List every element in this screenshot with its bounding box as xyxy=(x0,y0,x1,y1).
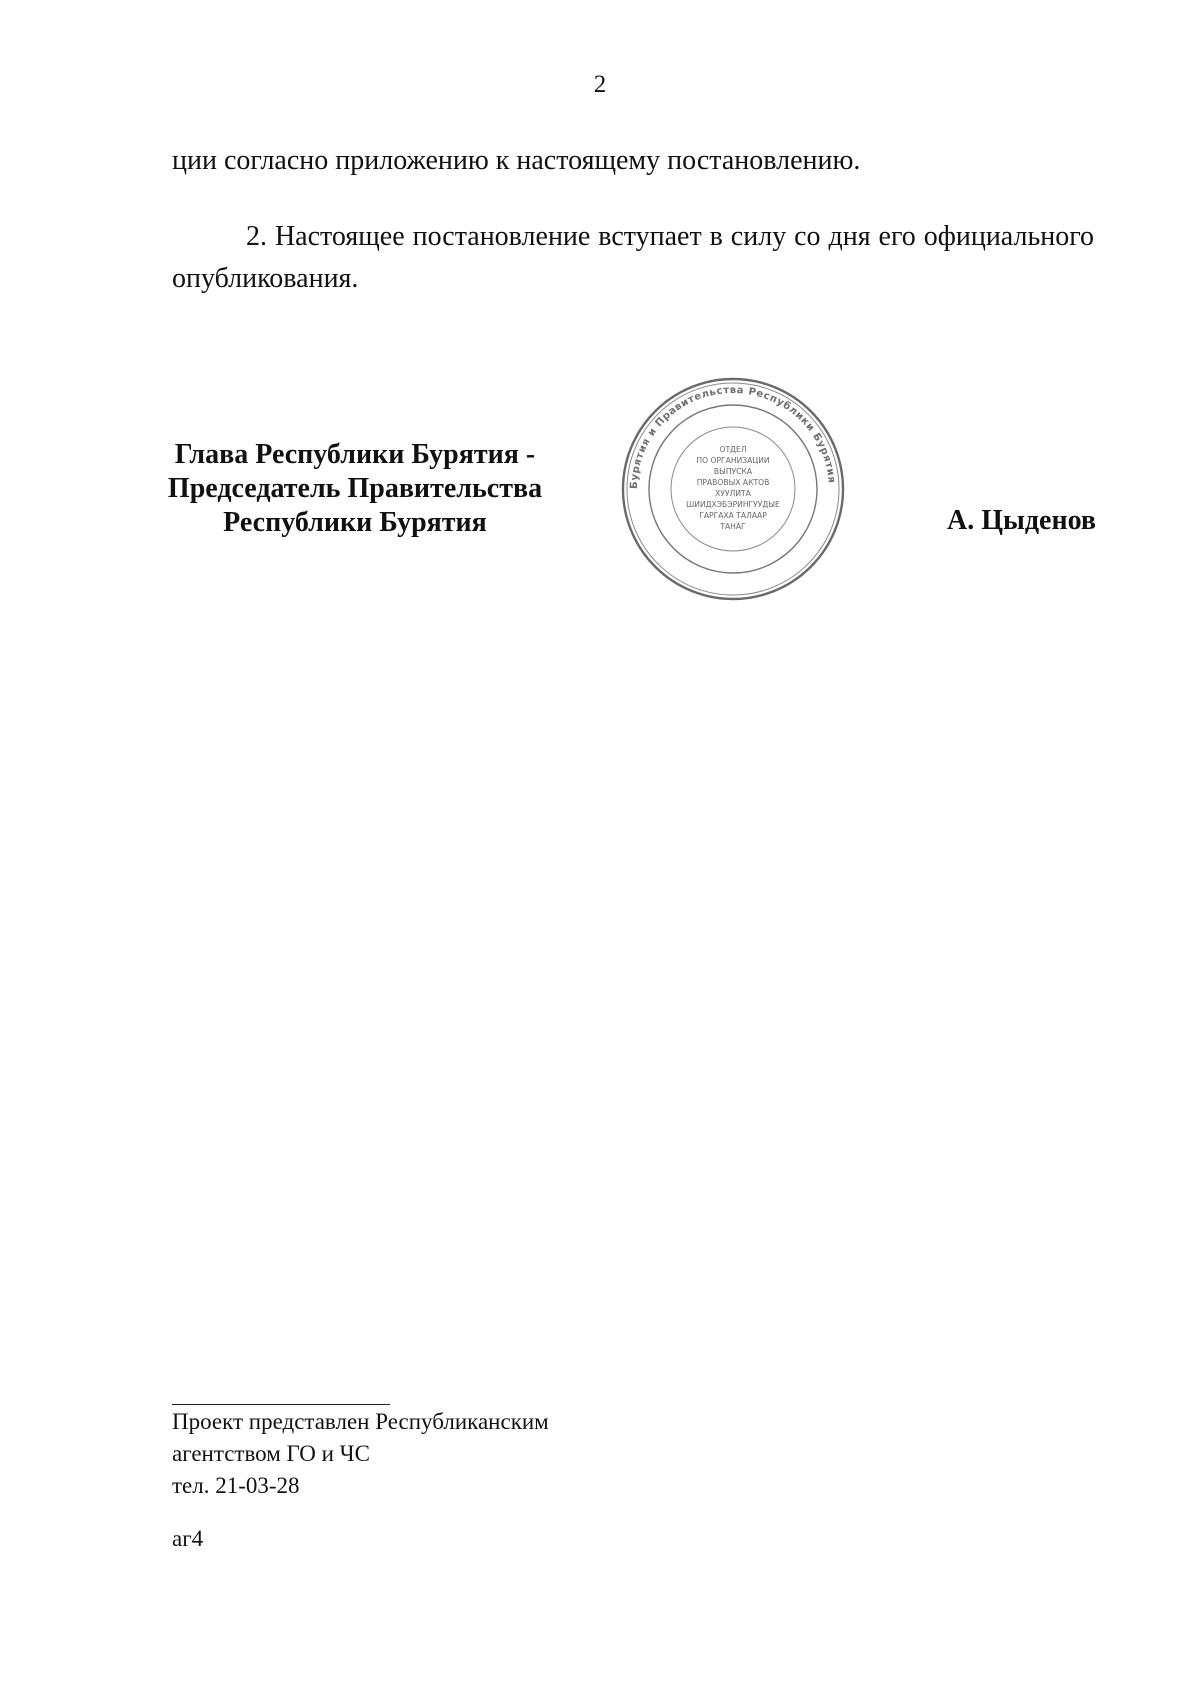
footnote xyxy=(172,1406,549,1502)
footnote-line: агентством ГО и ЧС xyxy=(172,1441,370,1466)
stamp-center-line: ШИИДХЭБЭРИНГУУДЫЕ xyxy=(686,500,780,509)
signatory-title-line: Республики Бурятия xyxy=(223,507,487,538)
stamp-center-line: ТАНАГ xyxy=(720,522,746,531)
stamp-center-line: ГАРГАХА ТАЛААР xyxy=(699,511,767,520)
stamp-center-line: ВЫПУСКА xyxy=(713,467,753,476)
signatory-title-line: Глава Республики Бурятия - xyxy=(174,439,536,470)
stamp-ring-text-path: Бурятия и Правительства Республики Бурятия xyxy=(628,384,837,490)
official-stamp xyxy=(618,374,848,604)
paragraph-effective-date: 2. Настоящее постановление вступает в силу со дня его официального опубликования. xyxy=(172,221,1094,294)
stamp-center-text xyxy=(686,445,780,531)
stamp-center-line: ПО ОРГАНИЗАЦИИ xyxy=(696,456,770,465)
paragraph-continuation: ции согласно приложению к настоящему постановлению. xyxy=(172,145,861,176)
page-number: 2 xyxy=(593,71,607,98)
footnote-line: Проект представлен Республиканским xyxy=(172,1409,549,1434)
signatory-name: А. Цыденов xyxy=(946,505,1096,536)
stamp-center-line: ХУУЛИТА xyxy=(715,489,751,498)
stamp-center-line: ОТДЕЛ xyxy=(719,445,747,454)
footnote-divider xyxy=(172,1404,390,1405)
document-code: аг4 xyxy=(172,1526,204,1551)
stamp-center-line: ПРАВОВЫХ АКТОВ xyxy=(696,478,770,487)
footnote-line: тел. 21-03-28 xyxy=(172,1473,300,1498)
signatory-title xyxy=(130,438,580,540)
signatory-title-line: Председатель Правительства xyxy=(167,473,543,504)
